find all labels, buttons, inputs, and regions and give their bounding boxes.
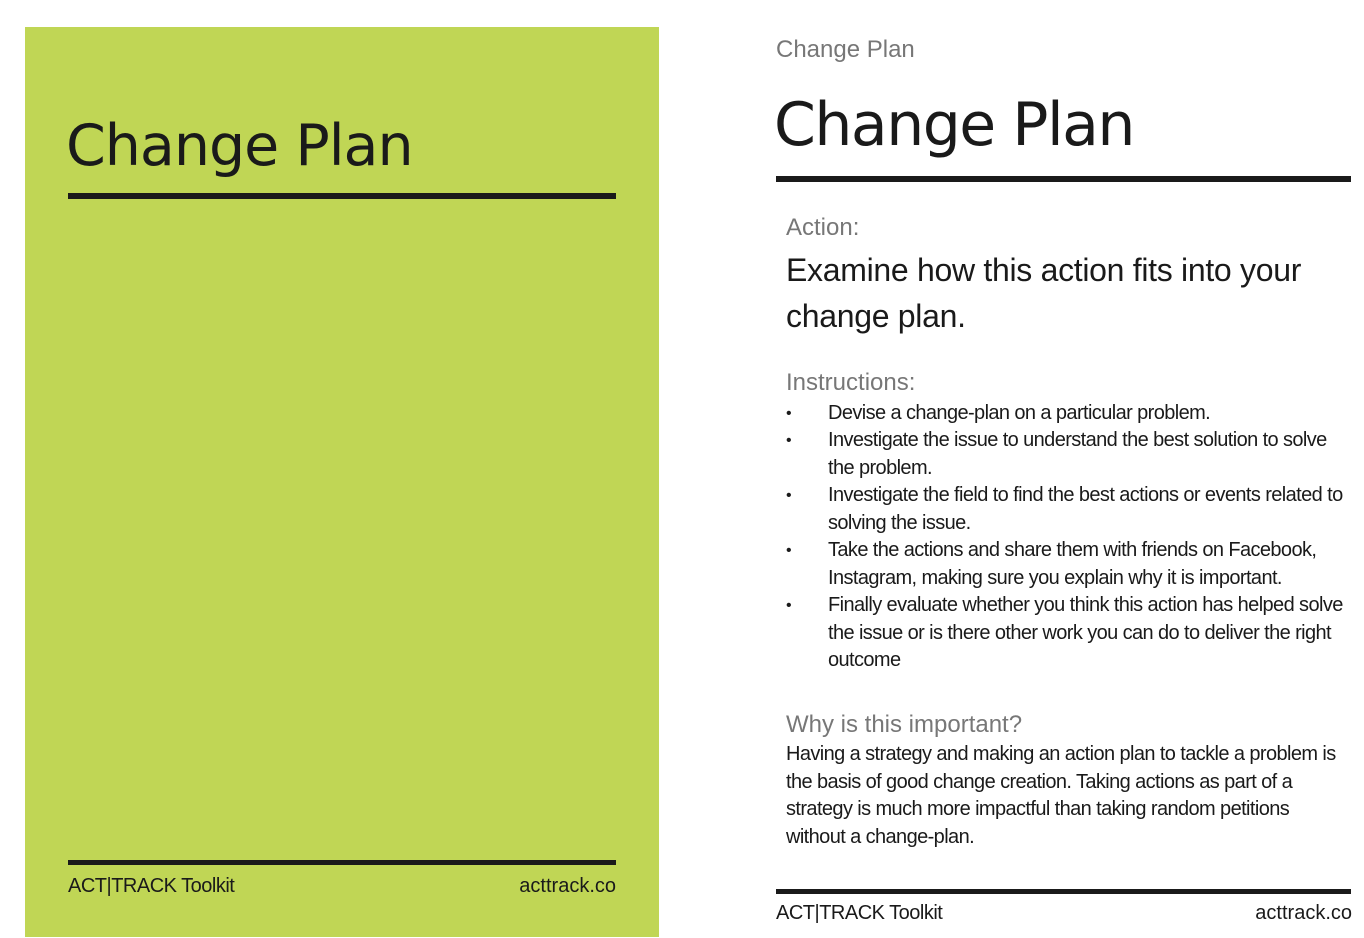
instruction-text: Devise a change-plan on a particular problem. <box>828 401 1211 424</box>
instruction-text: Investigate the issue to understand the best solution to solve the problem. <box>828 429 1327 479</box>
bullet-icon: • <box>786 432 792 450</box>
card-back <box>776 0 1352 938</box>
front-title-divider <box>68 193 616 199</box>
card-front <box>25 27 659 937</box>
front-footer-divider <box>68 860 616 865</box>
back-footer-website: acttrack.co <box>1255 902 1352 924</box>
back-header-label: Change Plan <box>776 36 915 63</box>
instruction-text: Investigate the field to find the best actions or events related to solving the issue. <box>828 484 1343 534</box>
instruction-item <box>786 537 1352 592</box>
bullet-icon: • <box>786 404 792 422</box>
instruction-item <box>786 592 1352 675</box>
back-footer-brand: ACT|TRACK Toolkit <box>776 902 943 924</box>
front-title: Change Plan <box>66 113 413 179</box>
front-footer-brand: ACT|TRACK Toolkit <box>68 875 235 897</box>
why-label: Why is this important? <box>786 710 1023 738</box>
bullet-icon: • <box>786 487 792 505</box>
front-footer-website: acttrack.co <box>519 875 616 897</box>
instructions-label: Instructions: <box>786 368 916 396</box>
bullet-icon: • <box>786 597 792 615</box>
why-text: Having a strategy and making an action plan to tackle a problem is the basis of good change creation. Taking actions as part of a strategy is much more impactful than taking random petitions without a change-plan. <box>786 743 1336 848</box>
bullet-icon: • <box>786 542 792 560</box>
action-label: Action: <box>786 214 860 241</box>
instruction-text: Finally evaluate whether you think this action has helped solve the issue or is there other work you can do to deliver the right outcome <box>828 594 1343 672</box>
back-title-divider <box>776 176 1351 182</box>
action-text: Examine how this action fits into your change plan. <box>786 251 1302 334</box>
back-title: Change Plan <box>774 90 1134 160</box>
instruction-item <box>786 427 1352 482</box>
back-footer-divider <box>776 889 1351 894</box>
instruction-item <box>786 482 1352 537</box>
instruction-list <box>786 400 1352 675</box>
instruction-item <box>786 400 1352 428</box>
card-content <box>786 214 1352 851</box>
instruction-text: Take the actions and share them with friends on Facebook, Instagram, making sure you explain why it is important. <box>828 539 1317 589</box>
